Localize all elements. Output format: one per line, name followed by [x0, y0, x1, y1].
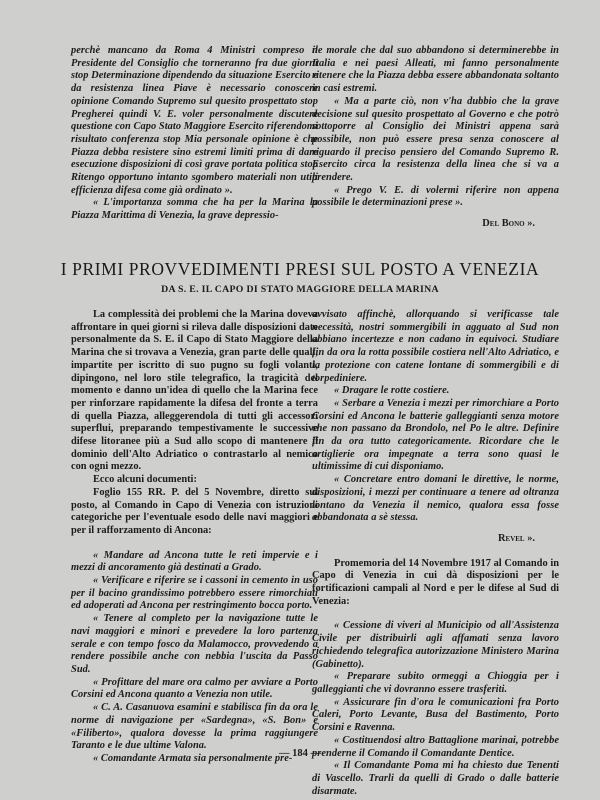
- paragraph-spacer: [312, 546, 559, 558]
- paragraph: « Ma a parte ciò, non v'ha dubbio che la grave decisione sul quesito prospettato al Governo e che potrò sottoporre al Consiglio dei Ministri appena sarà possibile, non può essere presa senza conoscere al riguardo il preciso pensiero del Comando Supremo R. Esercito circa la resistenza della linea che si va a prendere.: [312, 95, 559, 184]
- top-left-column: [71, 45, 318, 223]
- page-number: — 184 —: [279, 748, 321, 759]
- top-right-column: [312, 45, 559, 231]
- bottom-right-column: [312, 309, 559, 798]
- paragraph: Foglio 155 RR. P. del 5 Novembre, diretto sul posto, al Comando in Capo di Venezia con istruzioni categoriche per l'eventuale esodo delle navi maggiori e per il rafforzamento di Ancona:: [71, 486, 318, 536]
- paragraph: « C. A. Casanuova esamini e stabilisca fin da ora le norme di navigazione per «Sardegna», «S. Bon» e «Filiberto», qualora dovesse la prima raggiungere Taranto e le due ultime Valona.: [71, 702, 318, 752]
- paragraph: « Concretare entro domani le direttive, le norme, disposizioni, i mezzi per continuare a tenere ad oltranza lontano da Venezia il nemico, qualora essa fosse abbandonata a sè stessa.: [312, 474, 559, 524]
- signature: Del Bono ».: [482, 218, 535, 230]
- paragraph: La complessità dei problemi che la Marina doveva affrontare in quei giorni si rileva dalle disposizioni date personalmente da S. E. il Capo di Stato Maggiore della Marina che si trovava a Venezia, gran parte delle quali, impartite per iscritto di suo pugno su fogli volanti, dipingono, nel loro stile telegrafico, la tragicità del momento e danno un'idea di quello che la Marina fece per rinforzare rapidamente la difesa del fronte a terra di quella Piazza, alleggerendola di tutti gli accessori superflui, preparando tempestivamente le successive difese litoranee più a Sud allo scopo di mantenere il dominio dell'Alto Adriatico o contrastarlo al nemico con ogni mezzo.: [71, 309, 318, 473]
- paragraph-spacer: [312, 608, 559, 620]
- paragraph: « Cessione di viveri al Municipio od all'Assistenza Civile per distribuirli agli affamati senza lavoro richiedendo telegrafica autorizzazione Ministero Marina (Gabinetto).: [312, 620, 559, 670]
- paragraph: « Comandante Armata sia personalmente pre-: [93, 752, 293, 764]
- paragraph-spacer: [71, 538, 318, 550]
- paragraph: « Verificare e riferire se i cassoni in cemento in uso per il bacino grandissimo potrebbero essere rimorchiati ed adoperati ad Ancona per restringimento bocca porto.: [71, 575, 318, 612]
- paragraph: Ecco alcuni documenti:: [93, 474, 197, 486]
- paragraph: « Il Comandante Poma mi ha chiesto due Tenenti di Vascello. Trarli da quelli di Grado o dalle batterie disarmate.: [312, 760, 559, 797]
- signature: Revel ».: [498, 532, 535, 544]
- paragraph: « Profittare del mare ora calmo per avviare a Porto Corsini ed Ancona quanto a Venezia non utile.: [71, 676, 318, 701]
- paragraph: « Prego V. E. di volermi riferire non appena possibile le determinazioni prese ».: [312, 184, 559, 209]
- paragraph: avvisato affinchè, allorquando si verificasse tale necessità, nostri sommergibili in agguato al Sud non abbiano incertezze e non cadano in equivoci. Studiare fin da ora la rotta possibile costiera nell'Alto Adriatico, e la protezione con catene lontane di sommergibili e di torpediniere.: [312, 309, 559, 384]
- section-subtitle: DA S. E. IL CAPO DI STATO MAGGIORE DELLA MARINA: [161, 284, 439, 295]
- paragraph: ne morale che dal suo abbandono si determinerebbe in Italia e nei paesi Alleati, mi fanno personalmente ritenere che la Piazza debba essere abbandonata soltanto in casi estremi.: [312, 45, 559, 95]
- section-title: I PRIMI PROVVEDIMENTI PRESI SUL POSTO A VENEZIA: [60, 259, 540, 279]
- paragraph: « Tenere al completo per la navigazione tutte le navi maggiori e minori e prevedere la loro partenza serale e con tempo fosco da Malamocco, provvedendo a rendere possibile anche con nebbia l'uscita da Passo Sud.: [71, 613, 318, 675]
- paragraph: « Assicurare fin d'ora le comunicazioni fra Porto Caleri, Porto Levante, Busa del Bastimento, Porto Corsini e Ravenna.: [312, 696, 559, 734]
- paragraph: « Serbare a Venezia i mezzi per rimorchiare a Porto Corsini ed Ancona le batterie galleggianti senza motore che non passano da Brondolo, nel Po le altre. Definire fin da ora tutto categoricamente. Ricordare che le artiglierie ora impegnate a terra sono quasi le ultimissime di cui disponiamo.: [312, 397, 559, 473]
- bottom-left-column: [71, 309, 318, 766]
- paragraph: « Dragare le rotte costiere.: [334, 385, 450, 397]
- paragraph: « Preparare subito ormeggi a Chioggia per i galleggianti che vi dovranno essere trasferiti.: [312, 671, 559, 695]
- paragraph: Promemoria del 14 Novembre 1917 al Comando in Capo di Venezia in cui dà disposizioni per le fortificazioni campali al Nord e per le difese al Sud di Venezia:: [312, 557, 559, 607]
- paragraph: « L'importanza somma che ha per la Marina la Piazza Marittima di Venezia, la grave depressio-: [71, 197, 318, 222]
- paragraph: perchè mancano da Roma 4 Ministri compreso il Presidente del Consiglio che torneranno fra due giorni stop Determinazione dipendendo da situazione Esercito e da resistenza linea Piave è necessario conoscere opinione Comando Supremo sul quesito prospettato stop Pregherei quindi V. E. voler personalmente discutere questione con Capo Stato Maggiore Esercito riferendomi risultato conferenza stop Mia personale opinione è che Piazza debba resistere sino estremi limiti prima di dare esecuzione disposizioni di così grave portata politica stop Ritengo opportuno intanto sgombero materiali non utili efficienza difesa come già ordinato ».: [71, 45, 318, 196]
- paragraph: « Costituendosi altro Battaglione marinai, potrebbe prenderne il Comando il Comandante Dentice.: [312, 734, 559, 759]
- paragraph: « Mandare ad Ancona tutte le reti impervie e i mezzi di ancoramento già destinati a Grado.: [71, 549, 318, 574]
